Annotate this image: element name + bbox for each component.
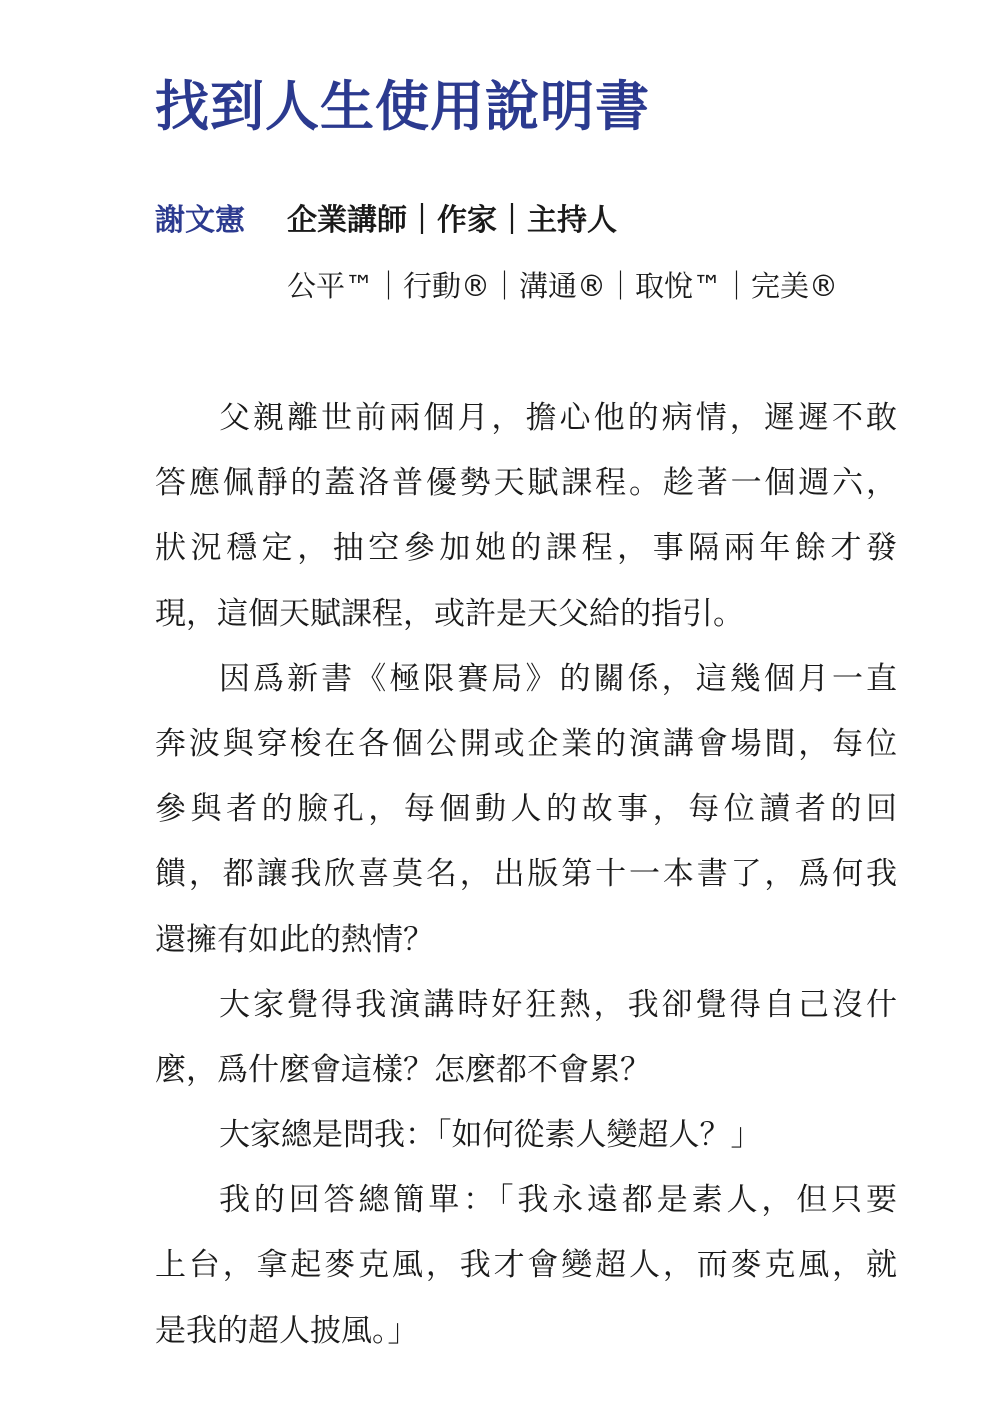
text-line: 大家總是問我：「如何從素人變超人？」 xyxy=(219,1117,762,1154)
text-line: 我的回答總簡單：「我永遠都是素人，但只要 xyxy=(219,1182,897,1219)
text-line: 狀況穩定，抽空參加她的課程，事隔兩年餘才發 xyxy=(155,530,897,567)
text-line: 大家覺得我演講時好狂熱，我卻覺得自己沒什 xyxy=(219,986,897,1023)
body-text xyxy=(155,386,897,1364)
text-line: 上台，拿起麥克風，我才會變超人，而麥克風，就 xyxy=(155,1247,897,1284)
author-roles: 企業講師｜作家｜主持人 xyxy=(287,203,617,238)
text-line: 還擁有如此的熱情？ xyxy=(155,921,434,958)
author-name: 謝文憲 xyxy=(155,203,245,238)
text-line: 答應佩靜的蓋洛普優勢天賦課程。趁著一個週六， xyxy=(155,465,897,502)
text-line: 是我的超人披風。」 xyxy=(155,1312,419,1349)
text-line: 麼，爲什麼會這樣？怎麼都不會累？ xyxy=(155,1051,651,1088)
text-line: 因爲新書《極限賽局》的關係，這幾個月一直 xyxy=(219,660,897,697)
text-line: 饋，都讓我欣喜莫名，出版第十一本書了，爲何我 xyxy=(155,856,897,893)
page-title: 找到人生使用說明書 xyxy=(155,75,650,138)
text-line: 現，這個天賦課程，或許是天父給的指引。 xyxy=(155,595,744,632)
text-line: 參與者的臉孔，每個動人的故事，每位讀者的回 xyxy=(155,791,897,828)
text-line: 奔波與穿梭在各個公開或企業的演講會場間，每位 xyxy=(155,725,897,762)
author-strengths: 公平™｜行動®｜溝通®｜取悅™｜完美® xyxy=(287,269,839,303)
text-line: 父親離世前兩個月，擔心他的病情，遲遲不敢 xyxy=(219,400,897,436)
